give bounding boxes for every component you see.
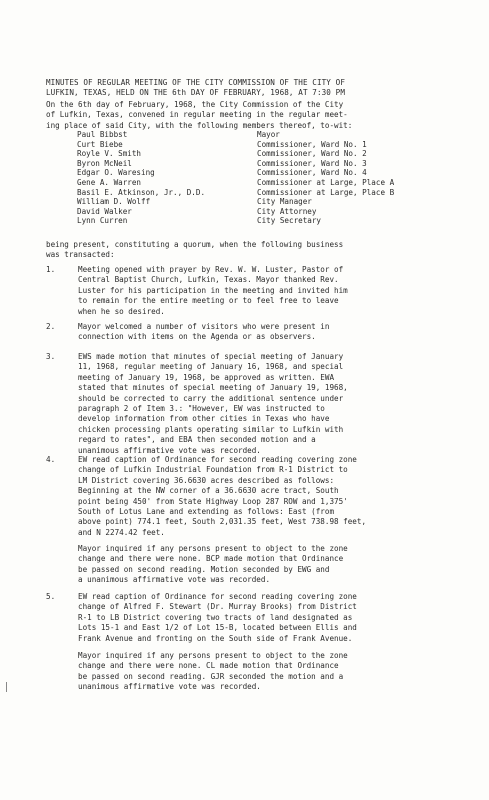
member-name: Curt Biebe [77,139,123,149]
member-name: William D. Wolff [77,197,151,207]
item-line: when he so desired. [78,306,165,316]
quorum-line: was transacted: [46,250,115,260]
followup-line: Mayor inquired if any persons present to object to the zone [78,544,348,553]
followup-line: be passed on second reading. Motion seconded by EWG and [78,564,330,574]
item-text [78,352,458,456]
item-4-followup [78,544,458,586]
item-line: point being 450' from State Highway Loop 287 ROW and 1,375' [78,496,348,506]
item-line: EWS made motion that minutes of special meeting of January [78,352,344,361]
item-line: meeting of January 19, 1968, be approved as written. EWA [78,372,335,382]
followup-line: change and there were none. BCP made motion that Ordinance [78,554,344,564]
item-line: change of Alfred F. Stewart (Dr. Murray Brooks) from District [78,602,357,612]
member-name: Basil E. Atkinson, Jr., D.D. [77,187,206,197]
quorum-line: being present, constituting a quorum, when the following business [46,240,344,249]
item-text [78,455,458,538]
members-list [77,130,457,226]
member-row [77,197,457,207]
member-row [77,130,457,140]
member-name: David Walker [77,206,132,216]
member-name: Paul Bibbst [77,130,128,139]
item-number: 4. [46,455,56,464]
member-title: Commissioner, Ward No. 4 [257,168,367,178]
item-line: connection with items on the Agenda or as observers. [78,332,316,342]
item-line: LM District covering 36.6630 acres described as follows: [78,475,335,485]
heading-line-1: MINUTES OF REGULAR MEETING OF THE CITY COMMISSION OF THE CITY OF [46,78,345,87]
item-line: stated that minutes of special meeting of January 19, 1968, [78,383,348,393]
quorum-statement [46,240,446,261]
intro-line: On the 6th day of February, 1968, the City Commission of the City [46,100,344,109]
heading-line-2: LUFKIN, TEXAS, HELD ON THE 6th DAY OF FEBRUARY, 1968, AT 7:30 PM [46,88,345,98]
item-line: chicken processing plants operating similar to Lufkin with [78,424,344,434]
item-text [78,322,458,343]
member-row [77,149,457,159]
member-row [77,207,457,217]
item-line: develop information from other cities in Texas who have [78,414,330,424]
followup-line: unanimous affirmative vote was recorded. [78,682,261,692]
intro-line: of Lufkin, Texas, convened in regular meeting in the regular meet- [46,110,348,120]
item-number: 2. [46,322,56,331]
member-row [77,168,457,178]
member-title: City Manager [257,197,312,207]
item-line: Luster for his participation in the meeting and invited him [78,285,348,295]
member-name: Royle V. Smith [77,149,142,159]
member-title: Commissioner at Large, Place B [257,187,395,197]
item-line: 11, 1968, regular meeting of January 16, 1968, and special [78,362,344,372]
item-line: and N 2274.42 feet. [78,527,165,537]
item-line: South of Lotus Lane and extending as follows: East (from [78,507,335,517]
followup-line: a unanimous affirmative vote was recorded. [78,575,271,585]
member-row [77,188,457,198]
member-title: Commissioner, Ward No. 3 [257,158,367,168]
item-line: Mayor welcomed a number of visitors who were present in [78,322,330,331]
item-line: EW read caption of Ordinance for second reading covering zone [78,592,357,601]
item-number: 3. [46,352,56,361]
member-title: Commissioner, Ward No. 2 [257,149,367,159]
minutes-heading [46,78,446,99]
intro-paragraph [46,100,446,131]
item-number: 5. [46,592,56,601]
member-row [77,140,457,150]
member-name: Lynn Curren [77,216,128,226]
item-line: change of Lufkin Industrial Foundation from R-1 District to [78,465,348,475]
member-row [77,178,457,188]
member-title: City Secretary [257,216,322,226]
item-line: R-1 to LB District covering two tracts of land designated as [78,612,353,622]
member-row [77,216,457,226]
item-line: should be corrected to carry the additional sentence under [78,393,344,403]
member-name: Gene A. Warren [77,177,142,187]
member-name: Byron McNeil [77,158,132,168]
member-title: Mayor [257,130,280,139]
item-line: Central Baptist Church, Lufkin, Texas. Mayor thanked Rev. [78,275,339,285]
member-title: Commissioner, Ward No. 1 [257,139,367,149]
margin-mark [6,682,10,692]
item-number: 1. [46,265,56,274]
item-line: unanimous affirmative vote was recorded. [78,445,261,455]
member-row [77,159,457,169]
member-title: City Attorney [257,206,317,216]
member-title: Commissioner at Large, Place A [257,177,395,187]
item-line: Frank Avenue and fronting on the South side of Frank Avenue. [78,633,353,643]
member-name: Edgar O. Waresing [77,168,155,178]
item-text [78,592,458,644]
item-line: Beginning at the NW corner of a 36.6630 acre tract, South [78,486,339,496]
item-line: Meeting opened with prayer by Rev. W. W. Luster, Pastor of [78,265,344,274]
item-line: EW read caption of Ordinance for second reading covering zone [78,455,357,464]
item-line: above point) 774.1 feet, South 2,031.35 feet, West 738.98 feet, [78,517,367,527]
followup-line: be passed on second reading. GJR seconded the motion and a [78,671,344,681]
item-line: paragraph 2 of Item 3.: "However, EW was instructed to [78,404,325,414]
item-line: regard to rates", and EBA then seconded motion and a [78,435,316,445]
intro-line: ing place of said City, with the following members thereof, to-wit: [46,120,353,130]
item-5-followup [78,651,458,693]
item-line: to remain for the entire meeting or to feel free to leave [78,296,339,306]
item-text [78,265,458,317]
followup-line: Mayor inquired if any persons present to object to the zone [78,651,348,660]
followup-line: change and there were none. CL made motion that Ordinance [78,661,339,671]
item-line: Lots 15-1 and East 1/2 of Lot 15-B, located between Ellis and [78,623,357,633]
